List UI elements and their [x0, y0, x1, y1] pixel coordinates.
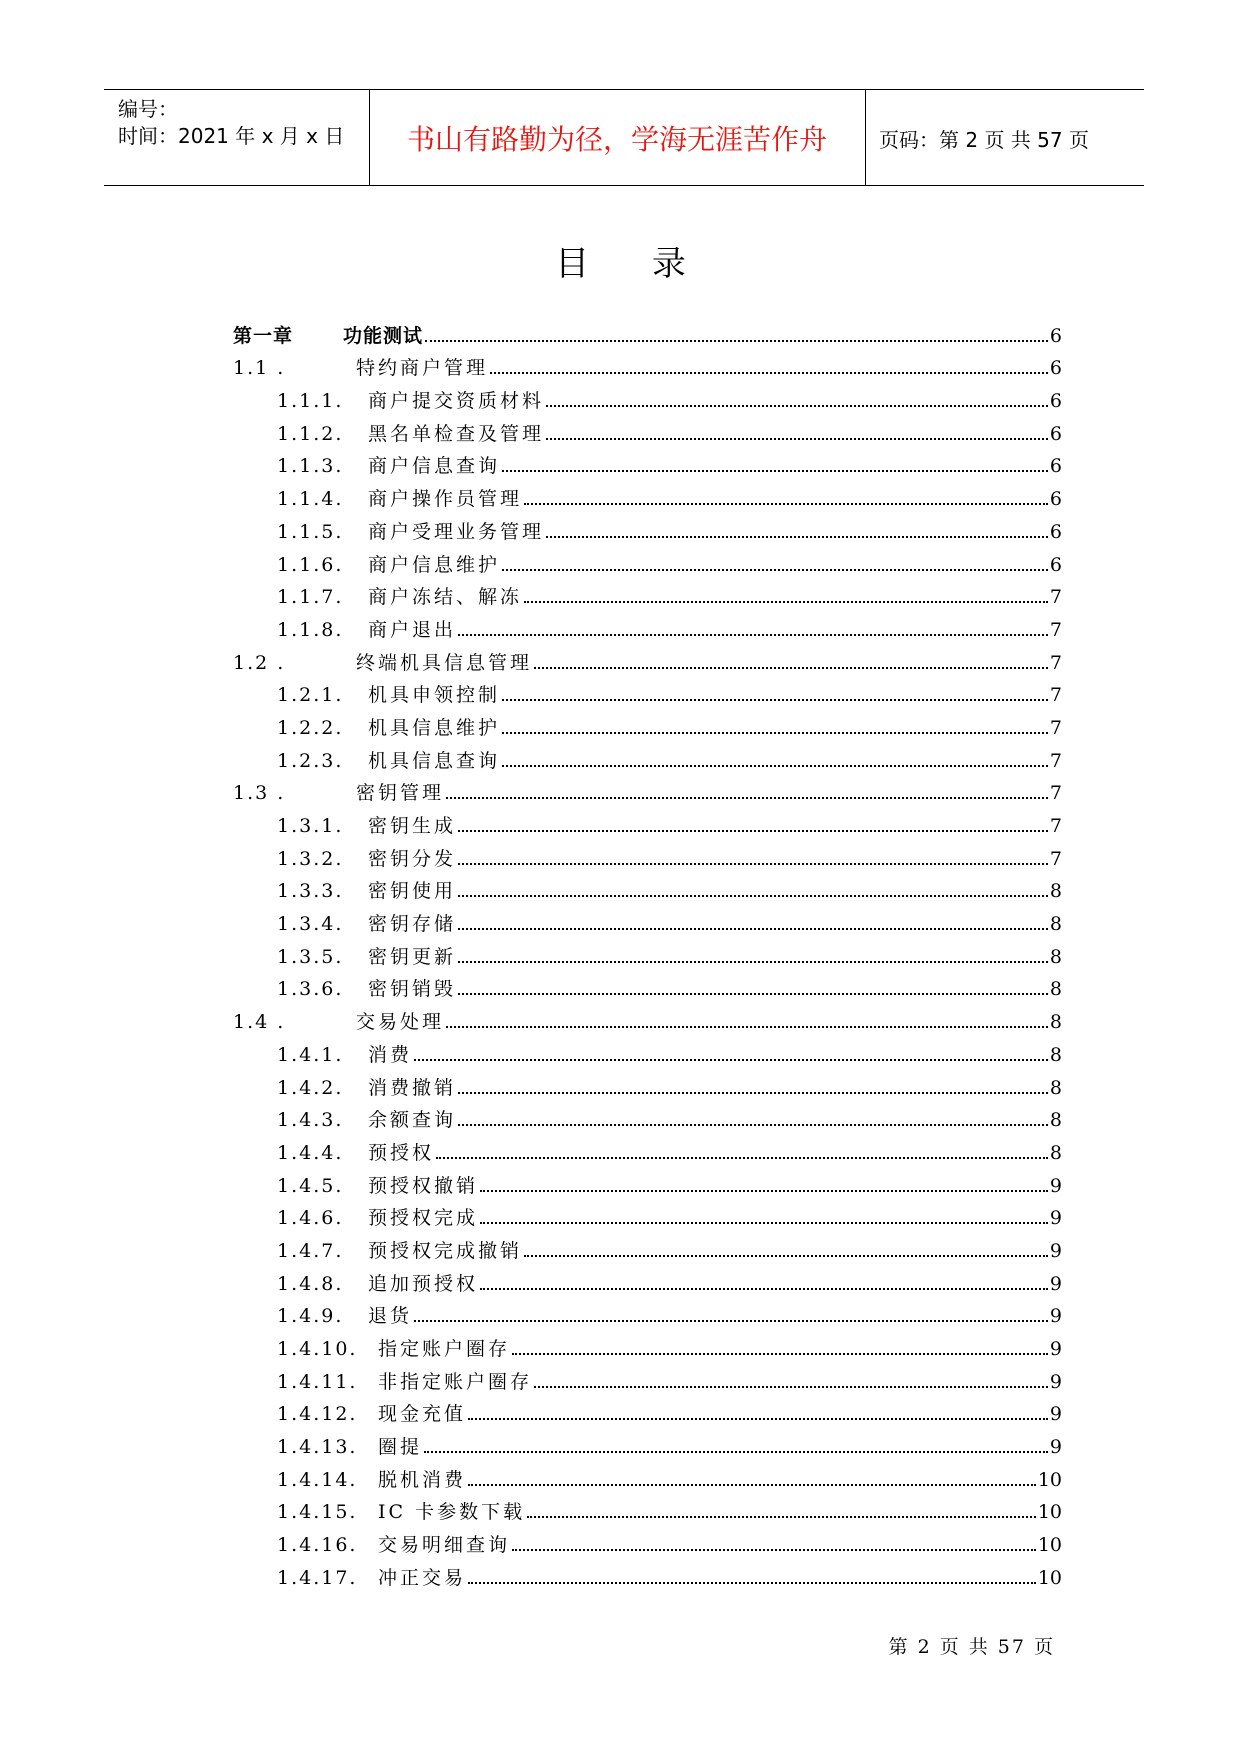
toc-entry-title: 商户信息查询: [368, 455, 501, 478]
toc-entry[interactable]: [233, 674, 1062, 707]
table-of-contents: [233, 314, 1062, 1589]
toc-dot-leader: [512, 1548, 1036, 1551]
toc-entry-page: 6: [1049, 488, 1062, 511]
toc-entry-page: 9: [1049, 1403, 1062, 1426]
toc-entry[interactable]: [233, 412, 1062, 445]
document-number-label: 编号：: [118, 97, 178, 121]
toc-entry-number: 1.4.17.: [277, 1566, 358, 1589]
toc-entry-number: 1.3.6.: [277, 978, 344, 1001]
toc-entry[interactable]: [233, 1393, 1062, 1426]
toc-entry-number: 1.1 .: [233, 357, 286, 380]
header-page-number: 页码：第 2 页 共 57 页: [879, 128, 1089, 152]
toc-entry-number: 1.4.6.: [277, 1207, 344, 1230]
toc-entry-page: 7: [1049, 815, 1062, 837]
toc-entry-title: 消费撤销: [368, 1076, 457, 1099]
toc-entry-title: 圈提: [378, 1436, 423, 1459]
toc-entry-title: 退货: [368, 1305, 413, 1328]
toc-entry-number: 1.4.2.: [277, 1076, 344, 1099]
document-header: [104, 89, 1144, 186]
toc-entry-page: 7: [1049, 618, 1062, 641]
toc-entry-page: 7: [1049, 651, 1062, 674]
toc-dot-leader: [524, 1254, 1048, 1257]
toc-dot-leader: [480, 1221, 1048, 1224]
toc-entry-title: 预授权完成: [368, 1207, 479, 1230]
toc-entry-page: 6: [1049, 390, 1062, 413]
toc-entry-number: 1.1.5.: [277, 520, 344, 543]
toc-entry[interactable]: [233, 379, 1062, 412]
toc-entry-title: 商户操作员管理: [368, 488, 523, 511]
toc-entry[interactable]: [233, 1066, 1062, 1099]
toc-entry-page: 9: [1049, 1207, 1062, 1230]
toc-entry-title: 功能测试: [343, 324, 424, 347]
toc-entry[interactable]: [233, 1000, 1062, 1033]
toc-dot-leader: [480, 1189, 1048, 1192]
toc-entry-number: 1.2.1.: [277, 684, 344, 707]
toc-dot-leader: [414, 1058, 1048, 1061]
toc-entry-page: 9: [1049, 1239, 1062, 1262]
toc-entry-number: 1.4.10.: [277, 1338, 358, 1360]
toc-entry-number: 1.1.1.: [277, 390, 344, 413]
toc-entry-page: 7: [1049, 586, 1062, 609]
toc-entry-number: 1.4.14.: [277, 1468, 358, 1491]
toc-entry-title: 交易明细查询: [378, 1534, 511, 1557]
toc-entry-title: 余额查询: [368, 1109, 457, 1132]
toc-dot-leader: [468, 1483, 1036, 1486]
toc-dot-leader: [502, 469, 1048, 472]
toc-entry[interactable]: [233, 804, 1062, 837]
toc-dot-leader: [458, 960, 1048, 963]
toc-dot-leader: [534, 666, 1048, 669]
toc-entry[interactable]: [233, 1523, 1062, 1556]
toc-entry[interactable]: [233, 1164, 1062, 1197]
toc-entry-number: 1.4.13.: [277, 1436, 358, 1459]
toc-entry-number: 1.4.15.: [277, 1501, 358, 1524]
toc-dot-leader: [502, 731, 1048, 734]
toc-dot-leader: [546, 535, 1048, 538]
toc-entry-title: 密钥存储: [368, 913, 457, 936]
toc-entry-page: 10: [1037, 1534, 1062, 1557]
toc-entry-number: 1.4.16.: [277, 1534, 358, 1557]
toc-entry-number: 1.3 .: [233, 782, 286, 805]
toc-entry-number: 1.1.6.: [277, 553, 344, 576]
toc-entry[interactable]: [233, 935, 1062, 968]
toc-entry[interactable]: [233, 870, 1062, 903]
toc-entry-page: 9: [1049, 1305, 1062, 1328]
toc-entry-page: 10: [1037, 1468, 1062, 1491]
toc-entry-number: 1.2.2.: [277, 716, 344, 739]
toc-dot-leader: [512, 1352, 1048, 1355]
toc-entry-page: 9: [1049, 1436, 1062, 1459]
toc-entry[interactable]: [233, 1197, 1062, 1230]
toc-entry[interactable]: [233, 1099, 1062, 1132]
toc-dot-leader: [502, 568, 1048, 571]
toc-entry[interactable]: [233, 1131, 1062, 1164]
toc-entry-page: 8: [1049, 1076, 1062, 1099]
toc-entry[interactable]: [233, 1033, 1062, 1066]
toc-entry-title: 机具申领控制: [368, 684, 501, 707]
toc-dot-leader: [502, 764, 1048, 767]
toc-entry-title: 密钥管理: [356, 782, 445, 805]
toc-entry-title: 商户信息维护: [368, 553, 501, 576]
toc-dot-leader: [524, 502, 1048, 505]
toc-entry-number: 1.1.7.: [277, 586, 344, 609]
toc-entry-number: 1.4.11.: [277, 1370, 358, 1393]
toc-entry-page: 7: [1049, 782, 1062, 805]
toc-entry-number: 1.4.5.: [277, 1174, 344, 1197]
toc-entry-page: 7: [1049, 847, 1062, 870]
toc-entry-title: 密钥销毁: [368, 978, 457, 1001]
toc-entry-title: 密钥分发: [368, 847, 457, 870]
toc-entry-page: 8: [1049, 913, 1062, 936]
toc-entry-page: 6: [1049, 324, 1062, 347]
toc-entry-title: 预授权: [368, 1141, 435, 1164]
header-motto: 书山有路勤为径，学海无涯苦作舟: [406, 123, 827, 156]
toc-entry-page: 7: [1049, 749, 1062, 772]
toc-entry-title: 机具信息维护: [368, 716, 501, 739]
toc-entry-page: 8: [1049, 1109, 1062, 1132]
toc-dot-leader: [524, 600, 1048, 603]
toc-entry-number: 1.1.3.: [277, 455, 344, 478]
toc-dot-leader: [490, 371, 1048, 374]
toc-entry-page: 7: [1049, 684, 1062, 707]
header-left-cell: [104, 90, 370, 185]
toc-entry-number: 1.2 .: [233, 651, 286, 674]
toc-entry-title: 预授权完成撤销: [368, 1239, 523, 1262]
toc-entry-title: 指定账户圈存: [378, 1338, 511, 1360]
toc-entry-number: 1.1.4.: [277, 488, 344, 511]
toc-entry-page: 9: [1049, 1338, 1062, 1360]
toc-entry[interactable]: [233, 1491, 1062, 1524]
toc-dot-leader: [458, 829, 1048, 832]
toc-dot-leader: [458, 862, 1048, 865]
toc-dot-leader: [468, 1417, 1048, 1420]
toc-entry[interactable]: [233, 1556, 1062, 1589]
toc-entry-number: 1.4.4.: [277, 1141, 344, 1164]
toc-entry[interactable]: [233, 739, 1062, 772]
toc-entry-title: 商户受理业务管理: [368, 520, 545, 543]
toc-entry[interactable]: [233, 1327, 1062, 1360]
toc-entry-page: 8: [1049, 1011, 1062, 1034]
toc-dot-leader: [458, 992, 1048, 995]
toc-dot-leader: [458, 1123, 1048, 1126]
toc-entry-page: 6: [1049, 455, 1062, 478]
toc-entry[interactable]: [233, 1458, 1062, 1491]
toc-entry-title: 脱机消费: [378, 1468, 467, 1491]
toc-dot-leader: [527, 1515, 1036, 1518]
toc-dot-leader: [458, 894, 1048, 897]
toc-dot-leader: [436, 1156, 1048, 1159]
toc-entry[interactable]: [233, 445, 1062, 478]
toc-entry-title: 消费: [368, 1043, 413, 1066]
toc-entry-page: 8: [1049, 978, 1062, 1001]
toc-entry-number: 1.2.3.: [277, 749, 344, 772]
toc-entry-page: 8: [1049, 1141, 1062, 1164]
toc-entry-page: 6: [1049, 422, 1062, 445]
toc-entry-page: 10: [1037, 1566, 1062, 1589]
toc-entry-page: 6: [1049, 553, 1062, 576]
toc-entry[interactable]: [233, 543, 1062, 576]
toc-entry-number: 1.4.12.: [277, 1403, 358, 1426]
toc-entry[interactable]: [233, 347, 1062, 380]
toc-entry-title: 商户退出: [368, 618, 457, 641]
toc-entry[interactable]: [233, 314, 1062, 347]
toc-dot-leader: [534, 1385, 1048, 1388]
toc-entry[interactable]: [233, 576, 1062, 609]
toc-entry-page: 10: [1037, 1501, 1062, 1524]
toc-entry-page: 8: [1049, 945, 1062, 968]
toc-dot-leader: [425, 339, 1048, 342]
toc-dot-leader: [414, 1319, 1048, 1322]
toc-entry[interactable]: [233, 772, 1062, 805]
document-time-label: 时间：2021 年 x 月 x 日: [118, 124, 345, 148]
toc-entry-title: 黑名单检查及管理: [368, 422, 545, 445]
toc-dot-leader: [468, 1581, 1036, 1584]
toc-entry-number: 1.1.2.: [277, 422, 344, 445]
header-middle-cell: [369, 90, 866, 185]
toc-entry-title: 预授权撤销: [368, 1174, 479, 1197]
toc-dot-leader: [458, 927, 1048, 930]
toc-entry-number: 1.3.1.: [277, 815, 344, 837]
toc-entry[interactable]: [233, 1262, 1062, 1295]
toc-entry-page: 6: [1049, 357, 1062, 380]
toc-entry-page: 9: [1049, 1174, 1062, 1197]
toc-entry-number: 1.4 .: [233, 1011, 286, 1034]
toc-entry[interactable]: [233, 1295, 1062, 1328]
toc-dot-leader: [446, 1025, 1048, 1028]
toc-entry-number: 1.4.1.: [277, 1043, 344, 1066]
toc-entry-title: 密钥使用: [368, 880, 457, 903]
toc-entry[interactable]: [233, 608, 1062, 641]
toc-entry-page: 8: [1049, 1043, 1062, 1066]
toc-entry-page: 9: [1049, 1370, 1062, 1393]
toc-entry[interactable]: [233, 510, 1062, 543]
toc-entry[interactable]: [233, 1425, 1062, 1458]
toc-entry[interactable]: [233, 1229, 1062, 1262]
toc-entry-title: 密钥生成: [368, 815, 457, 837]
toc-dot-leader: [458, 633, 1048, 636]
toc-entry-title: 冲正交易: [378, 1566, 467, 1589]
toc-entry-number: 1.1.8.: [277, 618, 344, 641]
toc-entry-number: 第一章: [233, 324, 294, 347]
toc-entry[interactable]: [233, 706, 1062, 739]
toc-entry-page: 9: [1049, 1272, 1062, 1295]
toc-entry-title: 机具信息查询: [368, 749, 501, 772]
toc-entry[interactable]: [233, 902, 1062, 935]
toc-entry-title: 特约商户管理: [356, 357, 489, 380]
toc-entry-number: 1.3.5.: [277, 945, 344, 968]
toc-entry-page: 8: [1049, 880, 1062, 903]
toc-dot-leader: [446, 796, 1048, 799]
toc-entry-title: 交易处理: [356, 1011, 445, 1034]
toc-entry-title: 密钥更新: [368, 945, 457, 968]
toc-dot-leader: [458, 1091, 1048, 1094]
toc-entry[interactable]: [233, 477, 1062, 510]
toc-entry-title: 非指定账户圈存: [378, 1370, 533, 1393]
header-right-cell: [865, 90, 1144, 185]
toc-entry-title: 现金充值: [378, 1403, 467, 1426]
toc-entry[interactable]: [233, 1360, 1062, 1393]
toc-entry-number: 1.4.8.: [277, 1272, 344, 1295]
toc-dot-leader: [546, 404, 1048, 407]
toc-dot-leader: [480, 1287, 1048, 1290]
toc-entry-page: 6: [1049, 520, 1062, 543]
page-footer: 第 2 页 共 57 页: [888, 1636, 1055, 1658]
toc-entry[interactable]: [233, 641, 1062, 674]
toc-entry-number: 1.4.7.: [277, 1239, 344, 1262]
toc-entry-title: IC 卡参数下载: [378, 1501, 526, 1524]
toc-dot-leader: [424, 1450, 1048, 1453]
toc-dot-leader: [502, 698, 1048, 701]
toc-entry-title: 商户提交资质材料: [368, 390, 545, 413]
toc-entry-title: 终端机具信息管理: [356, 651, 533, 674]
toc-entry-number: 1.3.4.: [277, 913, 344, 936]
toc-title: 目 录: [555, 244, 712, 284]
toc-entry-number: 1.3.2.: [277, 847, 344, 870]
toc-entry[interactable]: [233, 968, 1062, 1001]
toc-entry-number: 1.3.3.: [277, 880, 344, 903]
toc-entry-number: 1.4.3.: [277, 1109, 344, 1132]
toc-entry[interactable]: [233, 837, 1062, 870]
toc-dot-leader: [546, 437, 1048, 440]
toc-entry-title: 追加预授权: [368, 1272, 479, 1295]
toc-entry-number: 1.4.9.: [277, 1305, 344, 1328]
toc-entry-title: 商户冻结、解冻: [368, 586, 523, 609]
toc-entry-page: 7: [1049, 716, 1062, 739]
